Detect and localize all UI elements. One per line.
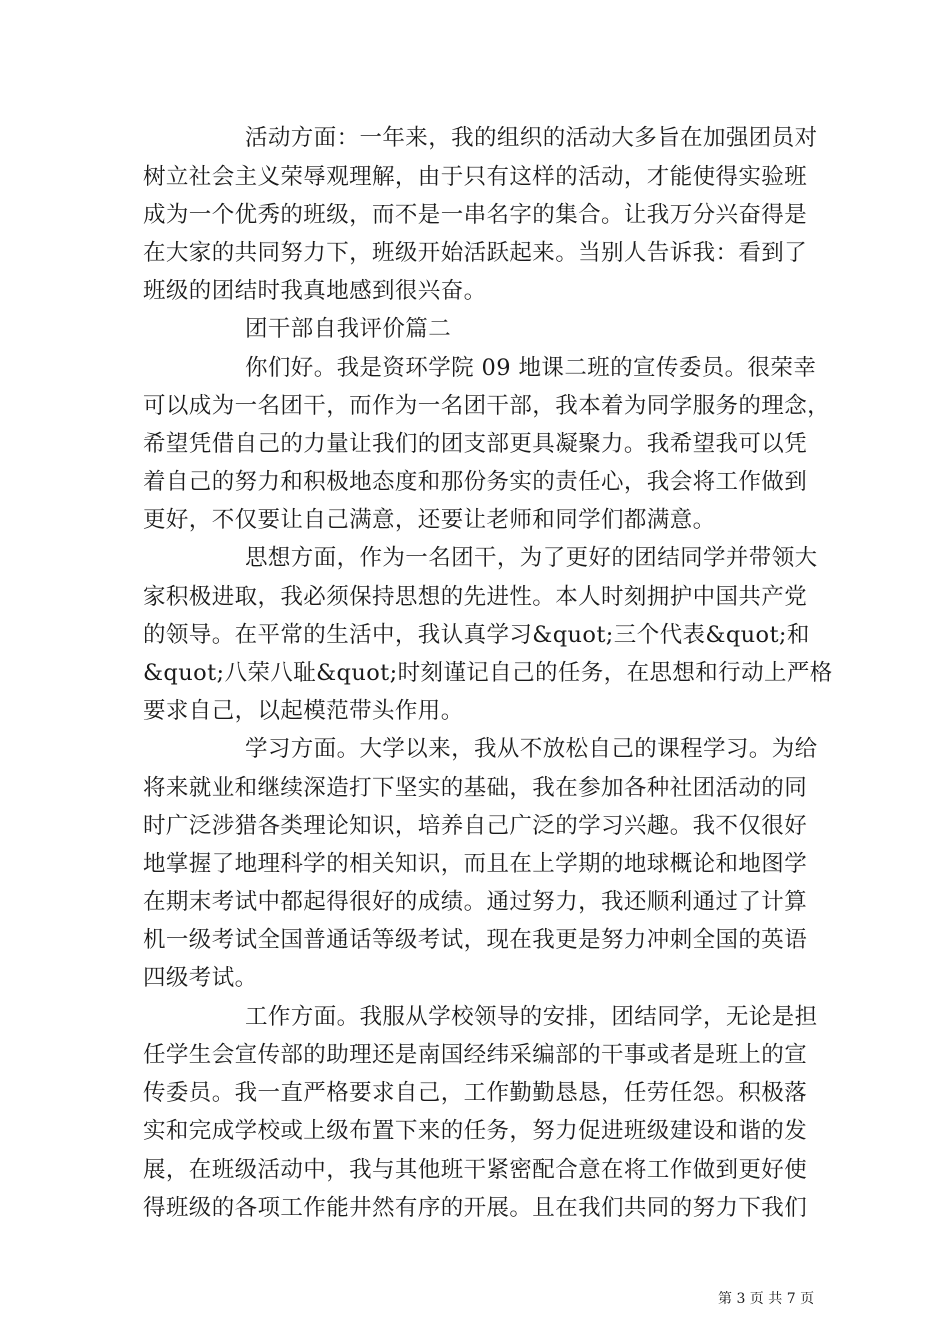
text-line: 希望凭借自己的力量让我们的团支部更具凝聚力。我希望我可以凭 <box>143 431 808 457</box>
text-line: 的领导。在平常的生活中，我认真学习&quot;三个代表&quot;和 <box>143 622 810 648</box>
text-line: 得班级的各项工作能井然有序的开展。且在我们共同的努力下我们 <box>143 1195 808 1221</box>
text-line: 学习方面。大学以来，我从不放松自己的课程学习。为给 <box>245 736 818 762</box>
text-line: &quot;八荣八耻&quot;时刻谨记自己的任务，在思想和行动上严格 <box>143 660 833 686</box>
text-line: 四级考试。 <box>143 965 258 991</box>
text-line: 展，在班级活动中，我与其他班干紧密配合意在将工作做到更好使 <box>143 1157 808 1183</box>
text-line: 活动方面：一年来，我的组织的活动大多旨在加强团员对 <box>245 125 818 151</box>
text-line: 任学生会宣传部的助理还是南国经纬采编部的干事或者是班上的宣 <box>143 1042 808 1068</box>
text-line: 更好，不仅要让自己满意，还要让老师和同学们都满意。 <box>143 507 716 533</box>
text-line: 在大家的共同努力下，班级开始活跃起来。当别人告诉我：看到了 <box>143 240 808 266</box>
text-line: 将来就业和继续深造打下坚实的基础，我在参加各种社团活动的同 <box>143 775 808 801</box>
text-line: 时广泛涉猎各类理论知识，培养自己广泛的学习兴趣。我不仅很好 <box>143 813 808 839</box>
section-heading: 团干部自我评价篇二 <box>245 316 452 342</box>
text-line: 家积极进取，我必须保持思想的先进性。本人时刻拥护中国共产党 <box>143 584 808 610</box>
text-line: 实和完成学校或上级布置下来的任务，努力促进班级建设和谐的发 <box>143 1118 808 1144</box>
text-line: 班级的团结时我真地感到很兴奋。 <box>143 278 487 304</box>
text-line: 在期末考试中都起得很好的成绩。通过努力，我还顺利通过了计算 <box>143 889 808 915</box>
page-number-footer: 第 3 页 共 7 页 <box>718 1291 815 1307</box>
text-line: 树立社会主义荣辱观理解，由于只有这样的活动，才能使得实验班 <box>143 164 808 190</box>
text-line: 思想方面，作为一名团干，为了更好的团结同学并带领大 <box>245 545 818 571</box>
text-line: 着自己的努力和积极地态度和那份务实的责任心，我会将工作做到 <box>143 469 808 495</box>
text-line: 传委员。我一直严格要求自己，工作勤勤恳恳，任劳任怨。积极落 <box>143 1080 808 1106</box>
text-line: 要求自己，以起模范带头作用。 <box>143 698 464 724</box>
text-line: 你们好。我是资环学院 09 地课二班的宣传委员。很荣幸 <box>245 355 817 381</box>
text-line: 机一级考试全国普通话等级考试，现在我更是努力冲刺全国的英语 <box>143 927 808 953</box>
text-line: 成为一个优秀的班级，而不是一串名字的集合。让我万分兴奋得是 <box>143 202 808 228</box>
text-line: 可以成为一名团干，而作为一名团干部，我本着为同学服务的理念， <box>143 393 831 419</box>
text-line: 工作方面。我服从学校领导的安排，团结同学，无论是担 <box>245 1004 818 1030</box>
text-line: 地掌握了地理科学的相关知识，而且在上学期的地球概论和地图学 <box>143 851 808 877</box>
